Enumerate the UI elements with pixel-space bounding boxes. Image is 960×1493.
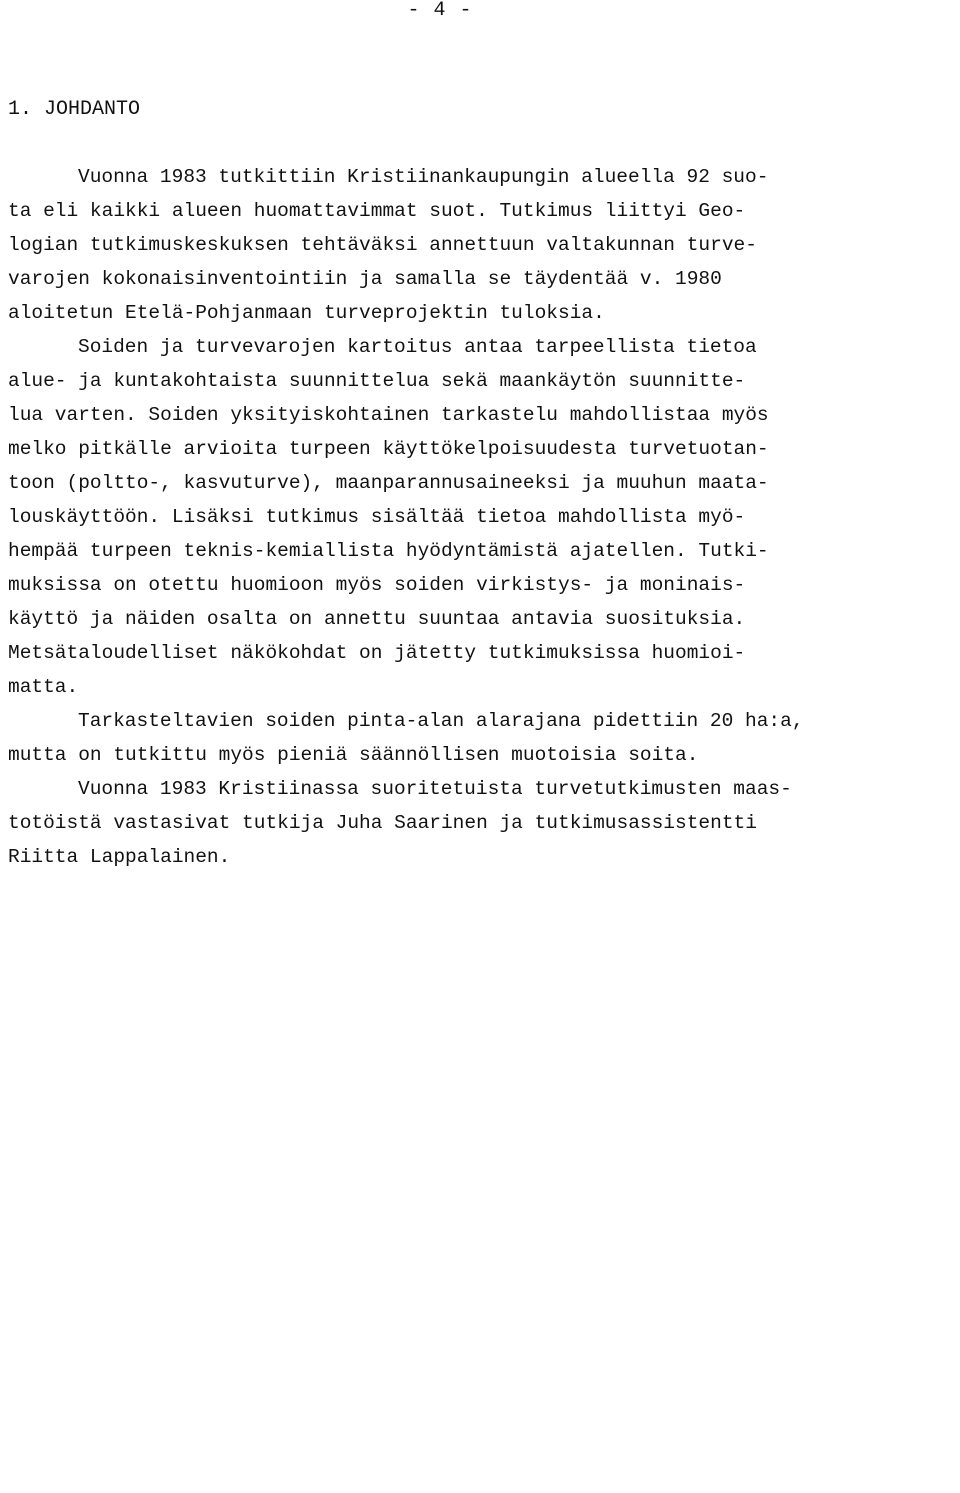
text-line: Tarkasteltavien soiden pinta-alan alarajana pidettiin 20 ha:a, [78, 710, 804, 732]
text-line: mutta on tutkittu myös pieniä säännöllisen muotoisia soita. [8, 744, 699, 766]
text-line: louskäyttöön. Lisäksi tutkimus sisältää tietoa mahdollista myö- [8, 506, 746, 528]
body-text [8, 160, 960, 874]
text-line: Soiden ja turvevarojen kartoitus antaa tarpeellista tietoa [78, 336, 757, 358]
text-line: Vuonna 1983 tutkittiin Kristiinankaupungin alueella 92 suo- [78, 166, 769, 188]
text-line: aloitetun Etelä-Pohjanmaan turveprojektin tuloksia. [8, 302, 605, 324]
text-line: käyttö ja näiden osalta on annettu suuntaa antavia suosituksia. [8, 608, 746, 630]
text-line: Riitta Lappalainen. [8, 846, 231, 868]
section-heading: 1. JOHDANTO [8, 98, 141, 121]
text-line: hempää turpeen teknis-kemiallista hyödyntämistä ajatellen. Tutki- [8, 540, 769, 562]
text-line: ta eli kaikki alueen huomattavimmat suot. Tutkimus liittyi Geo- [8, 200, 746, 222]
text-line: logian tutkimuskeskuksen tehtäväksi annettuun valtakunnan turve- [8, 234, 757, 256]
text-line: alue- ja kuntakohtaista suunnittelua sekä maankäytön suunnitte- [8, 370, 746, 392]
text-line: totöistä vastasivat tutkija Juha Saarinen ja tutkimusassistentti [8, 812, 757, 834]
text-line: melko pitkälle arvioita turpeen käyttökelpoisuudesta turvetuotan- [8, 438, 769, 460]
text-line: lua varten. Soiden yksityiskohtainen tarkastelu mahdollistaa myös [8, 404, 769, 426]
text-line: Vuonna 1983 Kristiinassa suoritetuista turvetutkimusten maas- [78, 778, 792, 800]
text-line: matta. [8, 676, 79, 698]
text-line: Metsätaloudelliset näkökohdat on jätetty tutkimuksissa huomioi- [8, 642, 746, 664]
text-line: varojen kokonaisinventointiin ja samalla se täydentää v. 1980 [8, 268, 722, 290]
text-line: toon (poltto-, kasvuturve), maanparannusaineeksi ja muuhun maata- [8, 472, 769, 494]
text-line: muksissa on otettu huomioon myös soiden virkistys- ja moninais- [8, 574, 746, 596]
page-number: - 4 - [407, 0, 473, 22]
